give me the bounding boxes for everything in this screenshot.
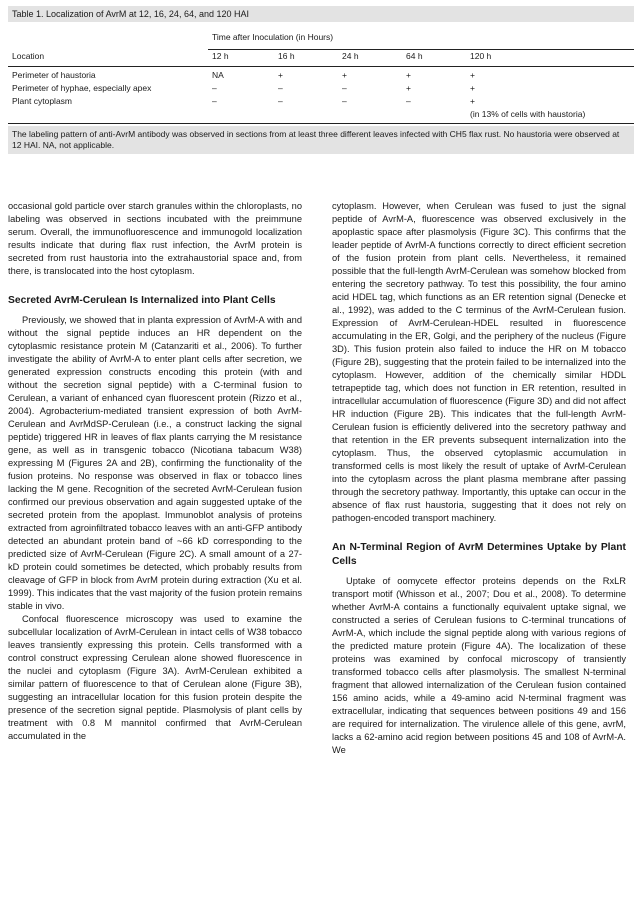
table-cell: – [278,96,283,106]
paragraph: Previously, we showed that in planta expression of AvrM-A with and without the signal peptide induces an HR dependent on the cytoplasmic resistance protein M (Catanzariti et al., 2006). To further investigate the ability of AvrM-A to enter plant cells after secretion, we generated expression constructs encoding this protein (with and without the secretion signal peptide) with a C-terminal fusion to Cerulean, a variant of enhanced cyan fluorescent protein (Rizzo et al., 2004). Agrobacterium-mediated transient expression of both AvrM-Cerulean and AvrMdSP-Cerulean (i.e., a construct lacking the signal peptide) triggered HR in leaves of flax plants carrying the M resistance gene, as well as in transgenic tobacco (Nicotiana tabacum W38) expressing M (Figures 2A and 2B), confirming the functionality of the fusion proteins. No response was observed in flax or tobacco lines lacking the M gene. Recognition of the secreted AvrM-Cerulean fusion confirmed our previous observation and again suggested uptake of the secreted protein from the apoplast. Immunoblot analysis of proteins extracted from agroinfiltrated tobacco leaves with an anti-GFP antibody detected an abundant protein band of ~66 kD corresponding to the predicted size of AvrM-Cerulean (Figure 2C). A small amount of a 27-kD protein could sometimes be detected, which probably results from cleavage of GFP in block from AvrM protein during extraction (Xu et al. 1999). This indicates that the vast majority of the fusion protein remains stable in vivo. [8,315,302,611]
section-heading: Secreted AvrM-Cerulean Is Internalized into Plant Cells [8,295,276,306]
location-header: Location [8,50,208,67]
table-cell: NA [212,70,224,80]
left-column [8,200,302,743]
table-cell: + [406,83,411,93]
table-cell: + [278,70,283,80]
section-heading: An N-Terminal Region of AvrM Determines Uptake by Plant Cells [332,542,626,567]
paragraph: cytoplasm. However, when Cerulean was fused to just the signal peptide of AvrM-A, fluorescence was observed exclusively in the apoplastic space after plasmolysis (Figure 3C). This confirms that the leader peptide of AvrM-A functions correctly to direct efficient secretion of the fusion protein from plant cells. Nevertheless, it remained possible that the full-length AvrM-Cerulean was somehow blocked from entering the secretory pathway. To test this possibility, the four amino acid HDEL tag, which functions as an ER retention signal (Denecke et al., 1992), was added to the C terminus of the AvrM-Cerulean fusion. Expression of AvrM-Cerulean-HDEL resulted in fluorescence accumulating in the ER, Golgi, and the periphery of the nucleus (Figure 3D). This fusion protein also failed to induce the HR on M tobacco (Figure 2B), suggesting that the protein failed to be internalized into the cytoplasm. However, addition of the chemically similar HDDL tetrapeptide tag, which does not function in ER retention, resulted in intracellular accumulation of fluorescence (Figure 3D) and did not affect HR induction (Figure 2B). This indicates that the full-length AvrM-Cerulean fusion is efficiently delivered into the secretory pathway and that retention in the ER prevents subsequent internalization into the cytoplasm. Thus, the observed cytoplasmic accumulation in transformed cells is most likely the result of uptake of AvrM-Cerulean into the cytoplasm across the plant plasma membrane after passing through the secretory pathway. Importantly, this uptake can occur in the absence of flax rust haustoria, suggesting that it does not rely on pathogen-encoded transport machinery. [332,201,626,523]
table-cell: – [278,83,283,93]
col-header: 64 h [402,50,466,67]
table-cell: – [212,96,217,106]
paragraph: Confocal fluorescence microscopy was used to examine the subcellular localization of AvrM-Cerulean in intact cells of W38 tobacco leaves transiently expressing this protein. Cells transformed with a control construct expressing Cerulean alone showed fluorescence in the nuclei and cytoplasm (Figure 3A). AvrM-Cerulean exhibited a similar pattern of fluorescence to that of Cerulean alone (Figure 3B), suggesting an intracellular location for this fusion protein despite the presence of the secretion signal peptide. Plasmolysis of plant cells by treatment with 0.8 M mannitol confirmed that AvrM-Cerulean accumulated in the [8,614,302,741]
time-group-header: Time after Inoculation (in Hours) [208,22,634,50]
right-column [332,200,626,757]
localization-table [8,22,634,124]
table-cell: + [470,70,475,80]
table-cell: – [212,83,217,93]
table-row [8,108,634,124]
table-footnote: The labeling pattern of anti-AvrM antibody was observed in sections from at least three different leaves infected with CH5 flax rust. No haustoria were observed at 12 HAI. NA, not applicable. [8,126,634,154]
table-row [8,82,634,95]
paragraph: Uptake of oomycete effector proteins depends on the RxLR transport motif (Whisson et al., 2007; Dou et al., 2008). To determine whether AvrM-A contains a functionally equivalent uptake signal, we constructed a series of Cerulean fusions to C-terminal truncations of AvrM-A, which include the signal peptide along with various regions of the predicted mature protein (Figure 4A). The localization of these proteins was examined by confocal microscopy of transiently transformed tobacco cells after plasmolysis. The smallest N-terminal fragment that allowed internalization of the Cerulean fusion contained 156 amino acids, while a 49-amino acid N-terminal fragment was extracellular, indicating that sequences between positions 49 and 156 are required for internalization. The virulence allele of this gene, avrM, lacks a 62-amino acid region between positions 45 and 108 of AvrM-A. We [332,576,626,755]
col-header: 120 h [466,50,634,67]
table-cell: – [342,83,347,93]
col-header: 24 h [338,50,402,67]
table-row [8,67,634,83]
table-cell: + [470,83,475,93]
table-cell-note: (in 13% of cells with haustoria) [466,108,634,124]
table-row [8,95,634,108]
table-cell: – [406,96,411,106]
row-label: Perimeter of haustoria [12,70,96,80]
table-cell: – [342,96,347,106]
col-header: 12 h [208,50,274,67]
table-cell: + [342,70,347,80]
row-label: Perimeter of hyphae, especially apex [12,83,152,93]
row-label: Plant cytoplasm [12,96,72,106]
table-1 [8,6,634,154]
table-cell: + [406,70,411,80]
paragraph: occasional gold particle over starch granules within the chloroplasts, no labeling was observed in sections incubated with the preimmune serum. Overall, the immunofluorescence and immunogold localization results indicate that during flax rust infection, the AvrM protein is secreted from rust haustoria into the extrahaustorial space and, from there, is translocated into the host cytoplasm. [8,201,302,276]
col-header: 16 h [274,50,338,67]
table-title: Table 1. Localization of AvrM at 12, 16, 24, 64, and 120 HAI [8,6,634,22]
table-cell: + [470,96,475,106]
